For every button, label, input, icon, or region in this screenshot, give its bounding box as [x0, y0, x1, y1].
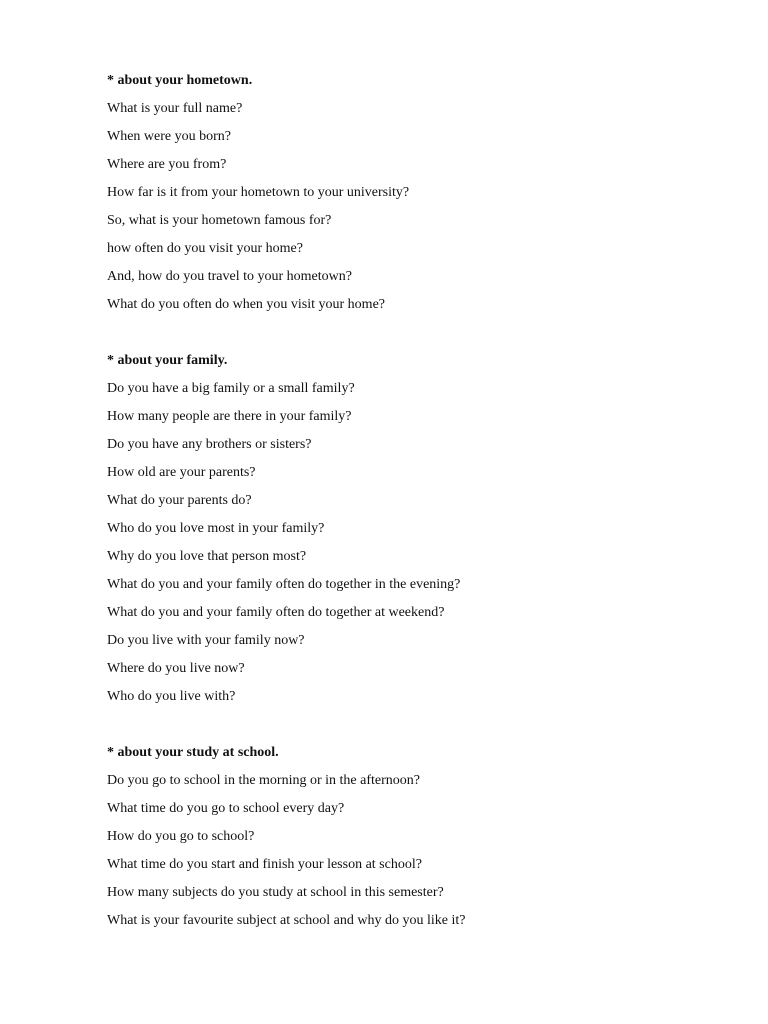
question-item: What time do you go to school every day? [107, 801, 345, 816]
section-heading: * about your hometown. [107, 73, 253, 88]
section-study-at-school [107, 742, 707, 938]
question-list [107, 98, 707, 322]
question-item: How do you go to school? [107, 829, 255, 844]
question-item: What is your full name? [107, 101, 243, 116]
question-item: Do you have a big family or a small family? [107, 381, 355, 396]
question-item: What do you and your family often do together at weekend? [107, 605, 445, 620]
question-item: What is your favourite subject at school and why do you like it? [107, 913, 466, 928]
section-heading: * about your family. [107, 353, 228, 368]
document-page [107, 70, 707, 938]
question-item: Where do you live now? [107, 661, 245, 676]
question-list [107, 378, 707, 714]
question-item: How far is it from your hometown to your university? [107, 185, 410, 200]
question-item: How many subjects do you study at school in this semester? [107, 885, 444, 900]
section-family [107, 350, 707, 714]
question-item: And, how do you travel to your hometown? [107, 269, 352, 284]
question-item: When were you born? [107, 129, 232, 144]
question-item: Where are you from? [107, 157, 227, 172]
question-item: Why do you love that person most? [107, 549, 307, 564]
question-item: Do you live with your family now? [107, 633, 305, 648]
question-item: Do you have any brothers or sisters? [107, 437, 312, 452]
question-item: Who do you live with? [107, 689, 236, 704]
question-item: What do you often do when you visit your home? [107, 297, 386, 312]
question-item: What do your parents do? [107, 493, 252, 508]
question-item: how often do you visit your home? [107, 241, 303, 256]
question-item: So, what is your hometown famous for? [107, 213, 332, 228]
question-item: What do you and your family often do together in the evening? [107, 577, 461, 592]
question-item: How old are your parents? [107, 465, 256, 480]
question-item: How many people are there in your family? [107, 409, 352, 424]
question-item: What time do you start and finish your lesson at school? [107, 857, 422, 872]
section-heading: * about your study at school. [107, 745, 279, 760]
question-item: Do you go to school in the morning or in the afternoon? [107, 773, 420, 788]
question-item: Who do you love most in your family? [107, 521, 325, 536]
section-hometown [107, 70, 707, 322]
question-list [107, 770, 707, 938]
